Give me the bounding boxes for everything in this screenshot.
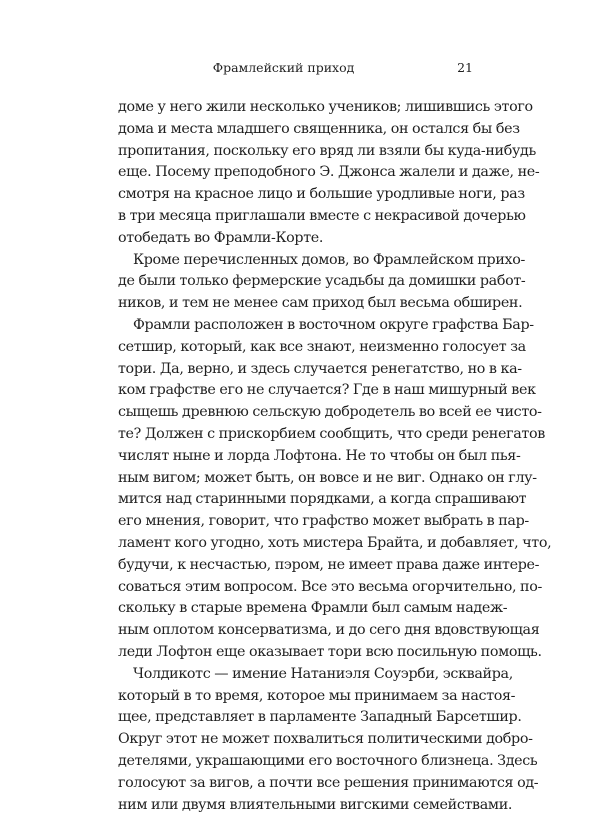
- text-line: ним или двумя влиятельными вигскими семействами.: [118, 795, 473, 816]
- text-line: Кроме перечисленных домов, во Фрамлейском прихо-: [118, 250, 473, 272]
- text-line: детелями, украшающими его восточного близнеца. Здесь: [118, 751, 473, 773]
- body-text: [118, 97, 473, 816]
- text-line: ламент кого угодно, хоть мистера Брайта, и добавляет, что,: [118, 533, 473, 555]
- page-number: 21: [457, 60, 473, 76]
- text-line: в три месяца приглашали вместе с некрасивой дочерью: [118, 206, 473, 228]
- text-line: скольку в старые времена Фрамли был самым надеж-: [118, 598, 473, 620]
- text-line: ным оплотом консерватизма, и до сего дня вдовствующая: [118, 620, 473, 642]
- text-line: Округ этот не может похвалиться политическими добро-: [118, 729, 473, 751]
- text-line: леди Лофтон еще оказывает тори всю посильную помощь.: [118, 642, 473, 664]
- text-line: сетшир, который, как все знают, неизменно голосует за: [118, 337, 473, 359]
- text-line: голосуют за вигов, а почти все решения принимаются од-: [118, 773, 473, 795]
- running-title: Фрамлейский приход: [118, 60, 449, 76]
- text-line: смотря на красное лицо и большие уродливые ноги, раз: [118, 184, 473, 206]
- text-line: доме у него жили несколько учеников; лишившись этого: [118, 97, 473, 119]
- text-line: мится над старинными порядками, а когда спрашивают: [118, 489, 473, 511]
- text-line: те? Должен с прискорбием сообщить, что среди ренегатов: [118, 424, 473, 446]
- text-line: сыщешь древнюю сельскую добродетель во всей ее чисто-: [118, 402, 473, 424]
- text-line: будучи, к несчастью, пэром, не имеет права даже интере-: [118, 555, 473, 577]
- text-line: еще. Посему преподобного Э. Джонса жалели и даже, не-: [118, 162, 473, 184]
- text-line: соваться этим вопросом. Все это весьма огорчительно, по-: [118, 577, 473, 599]
- text-line: его мнения, говорит, что графство может выбрать в пар-: [118, 511, 473, 533]
- text-line: щее, представляет в парламенте Западный Барсетшир.: [118, 707, 473, 729]
- text-line: ников, и тем не менее сам приход был весьма обширен.: [118, 293, 473, 315]
- paragraph: [118, 250, 473, 315]
- text-line: пропитания, поскольку его вряд ли взяли бы куда-нибудь: [118, 141, 473, 163]
- paragraph: [118, 315, 473, 664]
- text-line: числят ныне и лорда Лофтона. Не то чтобы он был пья-: [118, 446, 473, 468]
- text-line: Фрамли расположен в восточном округе графства Бар-: [118, 315, 473, 337]
- text-line: отобедать во Фрамли-Корте.: [118, 228, 473, 250]
- text-line: ком графстве его не случается? Где в наш мишурный век: [118, 380, 473, 402]
- text-line: тори. Да, верно, и здесь случается ренегатство, но в ка-: [118, 359, 473, 381]
- text-line: де были только фермерские усадьбы да домишки работ-: [118, 271, 473, 293]
- text-line: дома и места младшего священника, он остался бы без: [118, 119, 473, 141]
- text-line: ным вигом; может быть, он вовсе и не виг. Однако он глу-: [118, 468, 473, 490]
- paragraph: [118, 97, 473, 250]
- running-head: [118, 60, 473, 76]
- text-line: который в то время, которое мы принимаем за настоя-: [118, 686, 473, 708]
- text-line: Чолдикотс — имение Натаниэля Соуэрби, эсквайра,: [118, 664, 473, 686]
- paragraph: [118, 664, 473, 816]
